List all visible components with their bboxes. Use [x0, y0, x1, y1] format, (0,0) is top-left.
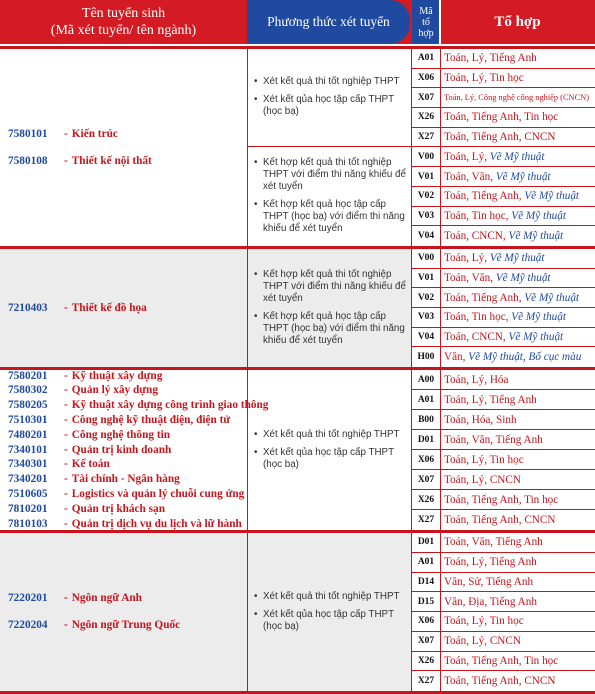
combo-code: V00: [417, 151, 435, 162]
combo-subjects-main: Toán, Lý, Tiếng Anh: [444, 393, 537, 406]
program-code: 7340301: [8, 458, 48, 471]
combo-subjects-main: Toán, Lý, Tin học: [444, 615, 524, 628]
program-entry: [8, 383, 247, 398]
program-code: 7340201: [8, 473, 48, 486]
method-text: Xét kết quả thi tốt nghiệp THPT: [263, 429, 400, 440]
method-item: [254, 447, 407, 471]
method-column: [247, 249, 412, 367]
combo-code: X06: [417, 73, 435, 84]
program-dash: -: [64, 384, 68, 397]
program-entry: [8, 127, 247, 142]
combo-subjects: [440, 514, 595, 526]
combo-subjects-main: Toán, Tiếng Anh, Tin học: [444, 493, 559, 506]
program-list: [0, 533, 247, 691]
combo-code: V03: [417, 210, 435, 221]
combo-row: [412, 370, 595, 390]
method-block: [248, 249, 411, 367]
combo-subjects-main: Toán, Văn, Tiếng Anh: [444, 433, 543, 446]
combo-subjects-main: Toán, Văn,: [444, 271, 496, 284]
combo-row: [412, 510, 595, 530]
program-dash: -: [64, 592, 68, 605]
combo-row: [412, 69, 595, 89]
combo-row: [412, 328, 595, 348]
combo-subjects-main: Toán, Văn, Tiếng Anh: [444, 536, 543, 549]
bullet-icon: •: [254, 447, 258, 458]
program-code: 7580101: [8, 127, 48, 140]
method-item: [254, 311, 407, 347]
method-block: [248, 146, 411, 246]
combo-subjects-main: Toán, Tiếng Anh, Tin học: [444, 111, 559, 124]
combo-subjects: [440, 635, 595, 647]
combo-subjects: [440, 374, 595, 386]
combo-subjects: [440, 210, 595, 222]
program-code: 7810201: [8, 502, 48, 515]
program-entry: [8, 487, 247, 502]
combo-subjects-main: Toán, Lý, CNCN: [444, 635, 521, 648]
program-code: 7220204: [8, 619, 48, 631]
combo-subjects: [440, 394, 595, 406]
program-dash: -: [64, 154, 68, 167]
combo-subjects-main: Toán, Lý, Hóa: [444, 373, 509, 386]
section-block: [0, 370, 595, 533]
program-code: 7810103: [8, 517, 48, 530]
program-entry: [8, 591, 247, 606]
program-dash: -: [64, 502, 68, 515]
combo-subjects-main: Toán, Lý,: [444, 150, 490, 163]
combo-subjects: [440, 556, 595, 568]
combo-subjects-main: Toán, Lý,: [444, 252, 490, 265]
combo-code: X07: [417, 474, 435, 485]
combo-subjects-art: Vẽ Mỹ thuật: [495, 271, 551, 284]
combo-subjects: [440, 576, 595, 588]
program-name: Ngôn ngữ Anh: [71, 592, 142, 605]
combo-subjects-art: Vẽ Mỹ thuật: [508, 230, 564, 243]
combo-subjects: [440, 454, 595, 466]
combo-code: A01: [417, 394, 435, 405]
combo-subjects: [440, 292, 595, 304]
combo-code: H00: [417, 352, 435, 363]
bullet-icon: •: [254, 429, 258, 440]
program-code: 7340101: [8, 443, 48, 456]
program-name: Kiến trúc: [71, 127, 118, 140]
combo-column: [412, 533, 595, 691]
program-entry: [8, 154, 247, 169]
program-entry: [8, 457, 247, 472]
combo-row: [412, 288, 595, 308]
combo-subjects: [440, 596, 595, 608]
combo-code: D14: [417, 576, 435, 587]
program-dash: -: [64, 369, 68, 382]
combo-code: X27: [417, 132, 435, 143]
program-entry: [8, 398, 269, 413]
program-dash: -: [64, 619, 68, 631]
combo-subjects-art: Vẽ Mỹ thuật: [495, 170, 551, 183]
combo-code: D01: [417, 537, 435, 548]
combo-code: A01: [417, 557, 435, 568]
combo-column: [412, 370, 595, 530]
program-name: Thiết kế nội thất: [71, 154, 152, 167]
program-dash: -: [64, 399, 68, 412]
combo-row: [412, 390, 595, 410]
header-combo-code-line3: hợp: [418, 27, 434, 39]
combo-subjects: [440, 52, 595, 64]
combo-subjects: [440, 331, 595, 343]
method-text: Xét kết qủa học tập cấp THPT (học bạ): [263, 94, 394, 118]
combo-subjects: [440, 675, 595, 687]
combo-subjects: [440, 111, 595, 123]
program-entry: [8, 472, 247, 487]
bullet-icon: •: [254, 609, 258, 620]
program-dash: -: [64, 428, 68, 441]
method-item: [254, 591, 407, 603]
method-text: Kết hợp kết quả thi tốt nghiệp THPT với điểm thi năng khiếu để xét tuyển: [263, 157, 406, 193]
program-dash: -: [64, 488, 68, 500]
header-program-title: Tên tuyển sinh: [81, 6, 166, 21]
combo-row: [412, 470, 595, 490]
method-item: [254, 199, 407, 235]
program-code: 7510605: [8, 488, 48, 500]
method-item: [254, 269, 407, 305]
method-item: [254, 157, 407, 193]
program-code: 7580205: [8, 399, 48, 412]
method-column: [247, 49, 412, 246]
combo-subjects: [440, 190, 595, 202]
combo-subjects-main: Toán, Lý, Tin học: [444, 453, 524, 466]
method-column: [247, 370, 412, 530]
combo-subjects-art: Vẽ Mỹ thuật: [524, 190, 580, 203]
program-list: [0, 49, 247, 246]
bullet-icon: •: [254, 269, 258, 280]
program-dash: -: [64, 443, 68, 456]
method-text: Kết hợp kết quả học tập cấp THPT (học bạ) với điểm thi năng khiếu để xét tuyển: [263, 199, 405, 235]
method-block: [248, 49, 411, 146]
method-item: [254, 609, 407, 633]
bullet-icon: •: [254, 76, 258, 88]
combo-row: [412, 128, 595, 148]
combo-subjects-main: Toán, Lý, Tin học: [444, 72, 524, 85]
bullet-icon: •: [254, 199, 258, 211]
header-program-subtitle: (Mã xét tuyển/ tên ngành): [50, 23, 197, 38]
method-text: Xét kết quả thi tốt nghiệp THPT: [263, 76, 400, 88]
section-block: [0, 46, 595, 249]
combo-subjects-main: Toán, Lý, Tiếng Anh: [444, 52, 537, 65]
combo-subjects: [440, 311, 595, 323]
combo-code: X07: [417, 92, 435, 103]
combo-subjects: [440, 272, 595, 284]
method-text: Xét kết qủa học tập cấp THPT (học bạ): [263, 609, 394, 632]
combo-row: [412, 269, 595, 289]
combo-row: [412, 490, 595, 510]
combo-subjects-main: Toán, Tiếng Anh, Tin học: [444, 654, 559, 667]
program-code: 7580201: [8, 369, 48, 382]
combo-code: V02: [417, 191, 435, 202]
program-list: [0, 249, 247, 367]
combo-code: X06: [417, 616, 435, 627]
combo-row: [412, 533, 595, 553]
program-entry: [8, 369, 247, 384]
header-divider: [439, 0, 441, 44]
combo-subjects: [440, 151, 595, 163]
program-name: Logistics và quản lý chuỗi cung ứng: [71, 488, 245, 500]
combo-subjects-art: Vẽ Mỹ thuật, Bố cục màu: [468, 351, 582, 364]
program-entry: [8, 413, 247, 428]
program-name: Quản lý xây dựng: [71, 384, 158, 397]
combo-subjects-main: Toán, Hóa, Sinh: [444, 413, 517, 426]
header-combo: [440, 0, 595, 44]
program-entry: [8, 517, 247, 532]
combo-row: [412, 249, 595, 269]
program-code: 7580108: [8, 154, 48, 167]
header-method-label: Phương thức xét tuyển: [267, 14, 390, 29]
combo-subjects-main: Toán, Tiếng Anh, CNCN: [444, 131, 556, 144]
combo-code: A01: [417, 53, 435, 64]
method-block: [248, 533, 411, 691]
combo-row: [412, 148, 595, 168]
bullet-icon: •: [254, 94, 258, 106]
combo-subjects-art: Vẽ Mỹ thuật: [511, 209, 566, 222]
program-name: Ngôn ngữ Trung Quốc: [71, 619, 181, 631]
program-entry: [8, 618, 247, 633]
combo-row: [412, 226, 595, 246]
program-name: Quản trị dịch vụ du lịch và lữ hành: [71, 517, 242, 530]
combo-subjects: [440, 655, 595, 667]
program-name: Quản trị khách sạn: [71, 502, 165, 515]
combo-subjects-main: Văn, Sử, Tiếng Anh: [444, 575, 534, 588]
combo-subjects-main: Toán, Văn,: [444, 170, 496, 183]
combo-subjects-main: Toán, Lý, Tiếng Anh: [444, 556, 537, 569]
combo-subjects: [440, 230, 595, 242]
combo-row: [412, 450, 595, 470]
combo-code: X26: [417, 494, 435, 505]
combo-row: [412, 207, 595, 227]
combo-subjects-main: Toán, CNCN,: [444, 230, 509, 243]
program-dash: -: [64, 127, 68, 140]
combo-subjects-main: Toán, Lý, CNCN: [444, 473, 521, 486]
program-dash: -: [64, 473, 68, 486]
combo-row: [412, 592, 595, 612]
combo-row: [412, 612, 595, 632]
combo-code: V01: [417, 171, 435, 182]
program-dash: -: [64, 301, 68, 314]
program-code: 7220201: [8, 592, 48, 605]
combo-subjects-art: Vẽ Mỹ thuật: [508, 330, 564, 343]
combo-subjects-main: Văn, Địa, Tiếng Anh: [444, 595, 537, 608]
combo-code: X26: [417, 112, 435, 123]
program-list: [0, 369, 269, 530]
combo-code: V03: [417, 312, 435, 323]
method-block: [248, 370, 411, 530]
method-item: [254, 429, 407, 441]
combo-subjects: [440, 93, 595, 102]
program-dash: -: [64, 458, 68, 471]
program-code: 7510301: [8, 414, 48, 427]
program-dash: -: [64, 517, 68, 530]
combo-subjects: [440, 615, 595, 627]
combo-row: [412, 573, 595, 593]
combo-subjects-main: Toán, Tiếng Anh,: [444, 190, 525, 203]
combo-subjects-main: Văn,: [444, 351, 469, 364]
combo-row: [412, 671, 595, 691]
program-name: Thiết kế đồ họa: [71, 301, 147, 314]
combo-code: X27: [417, 676, 435, 687]
header-combo-code: [412, 0, 440, 44]
combo-row: [412, 108, 595, 128]
method-item: [254, 94, 407, 118]
method-item: [254, 76, 407, 88]
program-entry: [8, 301, 247, 316]
header-combo-code-line2: tổ: [422, 16, 430, 28]
combo-row: [412, 308, 595, 328]
program-entry: [8, 502, 247, 517]
combo-subjects-art: Vẽ Mỹ thuật: [524, 291, 580, 304]
combo-subjects: [440, 434, 595, 446]
combo-code: V04: [417, 231, 435, 242]
combo-subjects: [440, 536, 595, 548]
combo-row: [412, 187, 595, 207]
combo-subjects-main: Toán, Lý, Công nghệ công nghiệp (CNCN): [444, 93, 590, 103]
program-dash: -: [64, 414, 68, 427]
bullet-icon: •: [254, 591, 258, 602]
combo-code: X06: [417, 454, 435, 465]
combo-subjects: [440, 414, 595, 426]
method-text: Xét kết qủa học tập cấp THPT (học bạ): [263, 447, 394, 470]
method-text: Xét kết quả thi tốt nghiệp THPT: [263, 591, 400, 602]
combo-code: A00: [417, 374, 435, 385]
header-program-name: [0, 0, 247, 44]
program-code: 7580302: [8, 384, 48, 397]
combo-subjects: [440, 131, 595, 143]
program-name: Kỹ thuật xây dựng: [71, 369, 163, 382]
header-method: [247, 0, 410, 44]
combo-code: V04: [417, 331, 435, 342]
method-text: Kết hợp kết quả thi tốt nghiệp THPT với điểm thi năng khiếu để xét tuyển: [263, 269, 406, 304]
combo-column: [412, 49, 595, 246]
combo-row: [412, 430, 595, 450]
combo-code: B00: [418, 414, 434, 425]
header-combo-code-line1: Mã: [419, 5, 433, 17]
combo-subjects-art: Vẽ Mỹ thuật: [489, 150, 545, 163]
combo-subjects-main: Toán, Tiếng Anh,: [444, 291, 525, 304]
combo-row: [412, 347, 595, 367]
program-name: Kỹ thuật xây dựng công trình giao thông: [71, 399, 269, 412]
method-text: Kết hợp kết quả học tập cấp THPT (học bạ) với điểm thi năng khiếu để xét tuyển: [263, 311, 405, 346]
combo-code: V02: [417, 292, 435, 303]
combo-row: [412, 49, 595, 69]
program-code: 7210403: [8, 301, 48, 314]
combo-subjects-main: Toán, Tiếng Anh, CNCN: [444, 514, 556, 526]
combo-subjects: [440, 494, 595, 506]
combo-subjects: [440, 72, 595, 84]
program-name: Công nghệ thông tin: [71, 428, 171, 441]
combo-column: [412, 249, 595, 367]
program-entry: [8, 428, 247, 443]
combo-code: D01: [417, 434, 435, 445]
combo-row: [412, 410, 595, 430]
combo-row: [412, 553, 595, 573]
combo-code: D15: [417, 596, 435, 607]
combo-row: [412, 167, 595, 187]
method-column: [247, 533, 412, 691]
combo-row: [412, 88, 595, 108]
section-block: [0, 249, 595, 370]
combo-subjects: [440, 351, 595, 363]
program-entry: [8, 443, 247, 458]
combo-row: [412, 632, 595, 652]
combo-subjects: [440, 252, 595, 264]
program-code: 7480201: [8, 428, 48, 441]
combo-subjects: [440, 474, 595, 486]
combo-subjects-main: Toán, Tiếng Anh, CNCN: [444, 675, 556, 688]
combo-subjects-main: Toán, CNCN,: [444, 330, 509, 343]
combo-code: X26: [417, 655, 435, 666]
combo-subjects: [440, 171, 595, 183]
section-block: [0, 533, 595, 694]
combo-code: X07: [417, 636, 435, 647]
header-combo-label: Tổ hợp: [494, 13, 541, 30]
combo-subjects-art: Vẽ Mỹ thuật: [489, 252, 545, 265]
program-name: Kế toán: [71, 458, 110, 471]
bullet-icon: •: [254, 311, 258, 322]
combo-row: [412, 652, 595, 672]
combo-code: X27: [417, 515, 435, 525]
program-name: Quản trị kinh doanh: [71, 443, 172, 456]
program-name: Tài chính - Ngân hàng: [71, 473, 180, 486]
combo-code: V00: [417, 253, 435, 264]
combo-subjects-main: Toán, Tin học,: [444, 311, 512, 324]
combo-subjects-main: Toán, Tin học,: [444, 209, 512, 222]
program-name: Công nghệ kỹ thuật điện, điện tử: [71, 414, 231, 427]
combo-subjects-art: Vẽ Mỹ thuật: [511, 311, 566, 324]
bullet-icon: •: [254, 157, 258, 169]
combo-code: V01: [417, 272, 435, 283]
